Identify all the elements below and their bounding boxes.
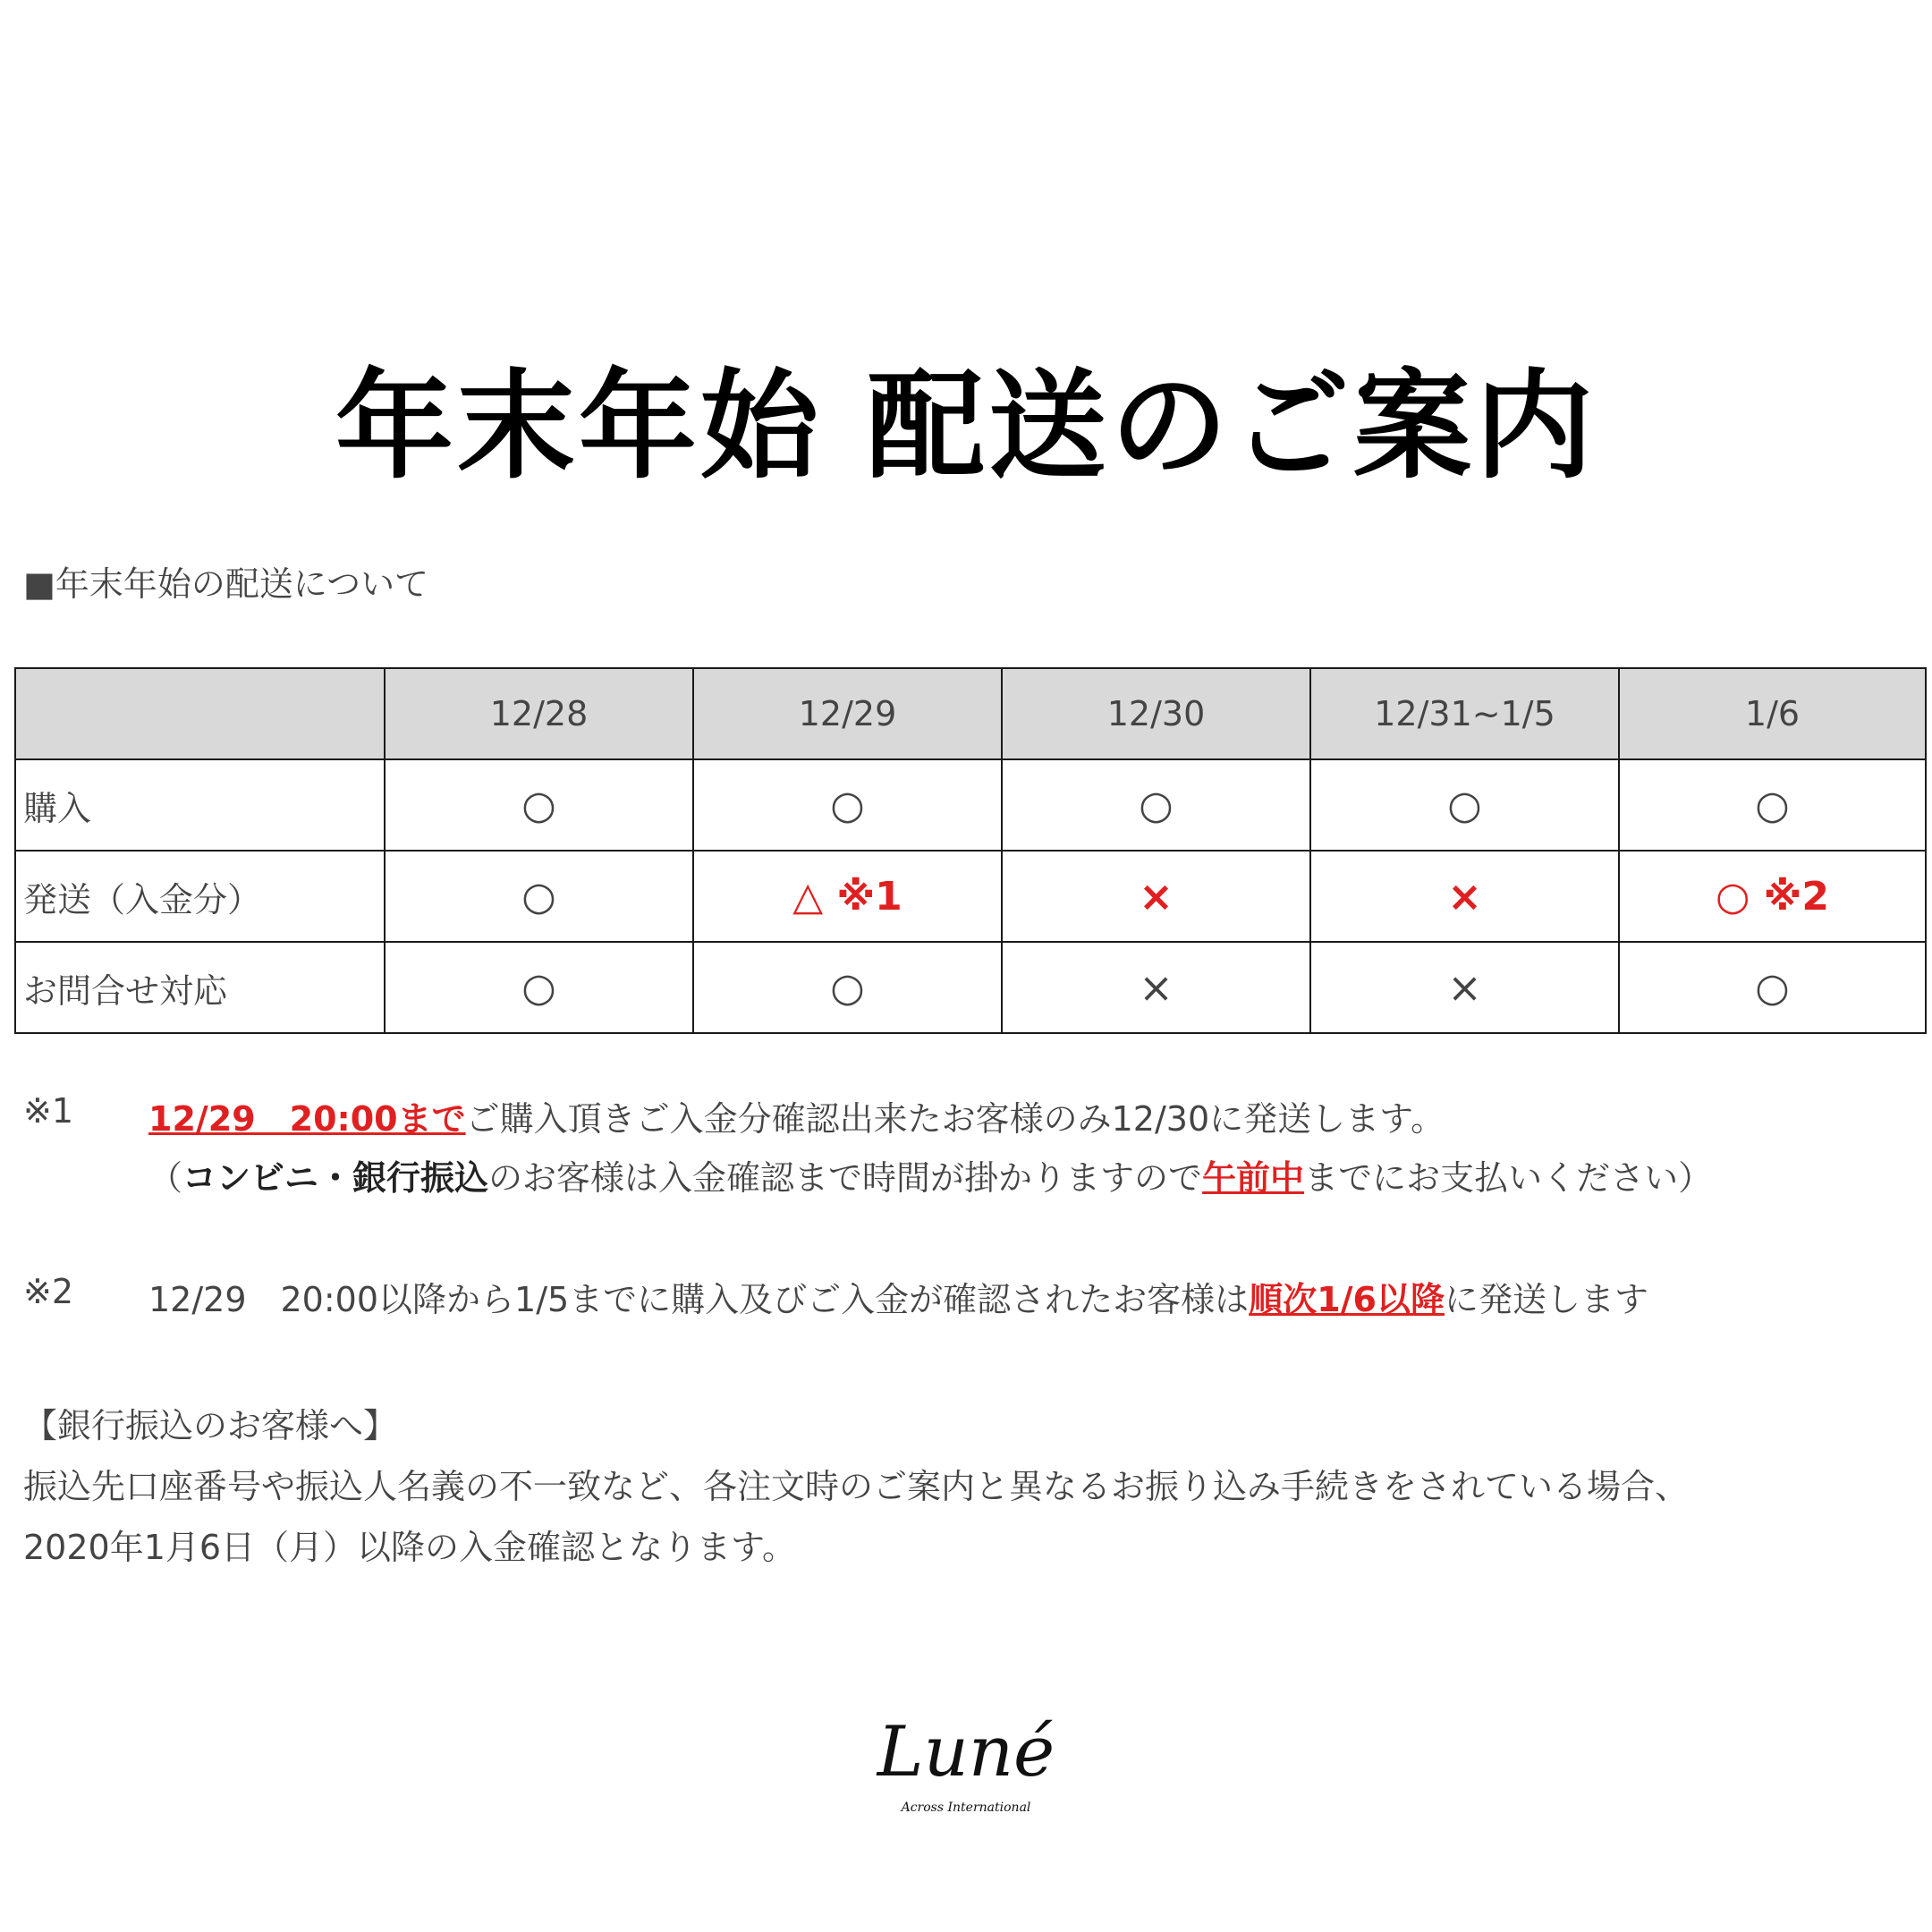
circle-mark: ○: [830, 782, 865, 828]
paren-open: （: [148, 1158, 183, 1198]
circle-mark: ○: [521, 873, 556, 919]
circle-mark: ○: [1139, 782, 1174, 828]
table-cell: [1619, 851, 1926, 942]
circle-mark: ○: [1755, 782, 1790, 828]
note-1-subtext: [148, 1150, 1712, 1199]
note-1-mid: のお客様は入金確認まで時間が掛かりますので: [488, 1158, 1203, 1198]
shipping-schedule-table: [14, 667, 1927, 1034]
table-cell: [1619, 759, 1926, 851]
row-label: 購入: [15, 759, 385, 851]
table-cell: [1002, 851, 1310, 942]
column-header: 12/30: [1002, 668, 1310, 759]
cross-mark: ×: [1447, 872, 1482, 920]
note-2: [23, 1272, 1902, 1331]
table-cell: [1310, 851, 1619, 942]
column-header: 12/31~1/5: [1310, 668, 1619, 759]
circle-mark: ○: [521, 964, 556, 1011]
note-2-text: [148, 1272, 1648, 1321]
table-cell: [385, 851, 693, 942]
table-cell: [693, 851, 1002, 942]
table-cell: [1619, 942, 1926, 1033]
table-cell: [385, 759, 693, 851]
table-cell: [693, 759, 1002, 851]
page-title: 年末年始 配送のご案内: [335, 358, 1597, 496]
note-1-rest: ご購入頂きご入金分確認出来たお客様のみ12/30に発送します。: [465, 1099, 1445, 1139]
table-row: [15, 942, 1926, 1033]
table-header-row: [15, 668, 1926, 759]
table-cell: [1002, 759, 1310, 851]
note-1-text: [148, 1091, 1445, 1140]
note-2-date: 順次1/6以降: [1249, 1280, 1445, 1319]
circle-mark: ○: [521, 782, 556, 828]
note-1-line-1: [23, 1091, 1902, 1150]
morning-deadline: 午前中: [1202, 1158, 1305, 1198]
table-cell: [1310, 942, 1619, 1033]
note-1-key: ※1: [23, 1091, 74, 1131]
cross-mark: ×: [1139, 872, 1174, 920]
brand-logo: [0, 1699, 1932, 1828]
column-header: 1/6: [1619, 668, 1926, 759]
row-label: お問合せ対応: [15, 942, 385, 1033]
cross-mark: ×: [1139, 963, 1174, 1012]
column-header: 12/29: [693, 668, 1002, 759]
table-row: [15, 759, 1926, 851]
lune-logo-icon: [832, 1699, 1100, 1825]
table-cell: [1310, 759, 1619, 851]
bank-line-1: 振込先口座番号や振込人名義の不一致など、各注文時のご案内と異なるお振り込み手続きをされている場合、: [23, 1467, 1690, 1506]
note-2-body: 12/29 20:00以降から1/5までに購入及びご入金が確認されたお客様は: [148, 1280, 1250, 1319]
circle-note-mark: ○ ※2: [1715, 873, 1830, 919]
note-1-end: までにお支払いください）: [1304, 1158, 1713, 1198]
bank-transfer-notice: [23, 1395, 1689, 1578]
note-1-line-2: [23, 1150, 1902, 1209]
note-1-deadline: 12/29 20:00まで: [148, 1099, 466, 1139]
column-header: 12/28: [385, 668, 693, 759]
header-corner: [15, 668, 385, 759]
table-cell: [385, 942, 693, 1033]
note-2-key: ※2: [23, 1272, 74, 1311]
table-cell: [693, 942, 1002, 1033]
circle-mark: ○: [830, 964, 865, 1011]
note-2-end: に発送します: [1444, 1280, 1648, 1319]
bank-line-2: 2020年1月6日（月）以降の入金確認となります。: [23, 1528, 797, 1567]
circle-mark: ○: [1755, 964, 1790, 1011]
triangle-note-mark: △ ※1: [792, 873, 902, 919]
cross-mark: ×: [1447, 963, 1482, 1012]
row-label: 発送（入金分）: [15, 851, 385, 942]
notes: [23, 1091, 1902, 1331]
payment-methods: コンビニ・銀行振込: [182, 1158, 489, 1198]
table-cell: [1002, 942, 1310, 1033]
table-row: [15, 851, 1926, 942]
logo-wordmark: Luné: [877, 1712, 1055, 1792]
bank-heading: 【銀行振込のお客様へ】: [23, 1406, 398, 1445]
section-heading: ■年末年始の配送について: [23, 564, 429, 604]
circle-mark: ○: [1447, 782, 1482, 828]
logo-tagline: Across International: [901, 1801, 1031, 1815]
